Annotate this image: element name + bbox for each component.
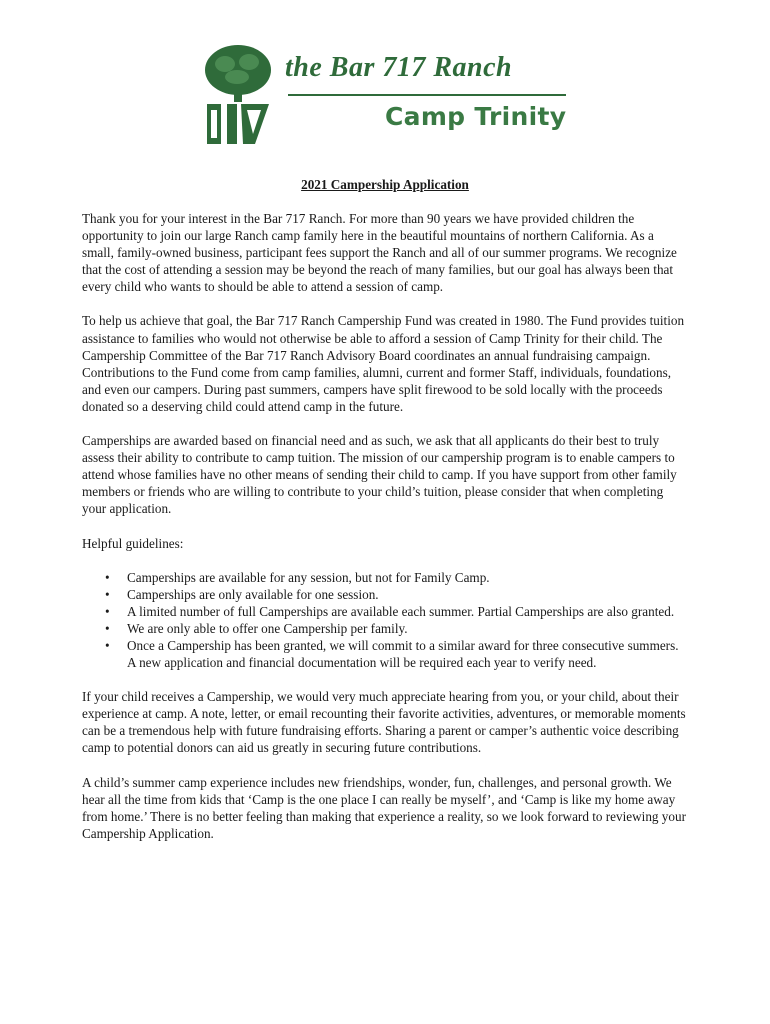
paragraph-feedback: If your child receives a Campership, we would very much appreciate hearing from you, or your child, about their experience at camp. A note, letter, or email recounting their favorite activities, adventures, or memorable moments can be a tremendous help with future fundraising efforts. Sharing a parent or camper’s authentic voice describing camp to potential donors can aid us greatly in securing future contributions. <box>82 689 686 756</box>
document-title: 2021 Campership Application <box>301 177 469 192</box>
guidelines-list <box>82 569 688 672</box>
paragraph-need: Camperships are awarded based on financial need and as such, we ask that all applicants do their best to truly assess their ability to contribute to camp tuition. The mission of our campership program is to enable campers to attend whose families have no other means of sending their child to camp. If you have support from other family members or friends who are willing to contribute to your child’s tuition, please consider that when completing your application. <box>82 433 677 517</box>
list-item: • Camperships are only available for one session. <box>105 586 379 602</box>
bullet-icon: • <box>105 603 110 619</box>
bullet-icon: • <box>105 586 110 602</box>
logo-script-text: the Bar 717 Ranch <box>285 52 513 83</box>
list-item: • Camperships are available for any session, but not for Family Camp. <box>105 569 490 585</box>
paragraph-intro: Thank you for your interest in the Bar 717 Ranch. For more than 90 years we have provided children the opportunity to join our large Ranch camp family here in the beautiful mountains of northern California. As a small, family-owned business, participant fees support the Ranch and all of our summer programs. We recognize that the cost of attending a session may be beyond the reach of many families, but our goal has always been that every child who wants to should be able to attend a session of camp. <box>82 211 677 295</box>
document-body <box>82 210 688 859</box>
bullet-icon: • <box>105 637 110 653</box>
guidelines-heading: Helpful guidelines: <box>82 535 184 551</box>
paragraph-fund: To help us achieve that goal, the Bar 717 Ranch Campership Fund was created in 1980. The Fund provides tuition assistance to families who would not otherwise be able to afford a session of Camp Trinity for their child. The Campership Committee of the Bar 717 Ranch Advisory Board coordinates an annual fundraising campaign. Contributions to the Fund come from camp families, alumni, current and former Staff, individuals, foundations, and even our campers. During past summers, campers have split firewood to be sold locally with the proceeds donated so a deserving child could attend camp in the future. <box>82 313 685 414</box>
bullet-icon: • <box>105 569 110 585</box>
list-item: • A limited number of full Camperships are available each summer. Partial Camperships are also granted. <box>105 603 675 619</box>
paragraph-closing: A child’s summer camp experience includes new friendships, wonder, fun, challenges, and personal growth. We hear all the time from kids that ‘Camp is the one place I can really be myself’, and ‘Camp is like my home away from home.’ There is no better feeling than making that experience a reality, so we look forward to reviewing your Campership Application. <box>82 774 686 841</box>
list-item: • We are only able to offer one Campership per family. <box>105 620 408 636</box>
logo-camp-name: Camp Trinity <box>385 102 567 131</box>
logo-divider <box>288 94 566 96</box>
bullet-icon: • <box>105 620 110 636</box>
oak-tree-logo-icon <box>203 44 273 146</box>
list-item: • Once a Campership has been granted, we will commit to a similar award for three consecutive summers. A new application and financial documentation will be required each year to verify need. <box>105 637 679 671</box>
